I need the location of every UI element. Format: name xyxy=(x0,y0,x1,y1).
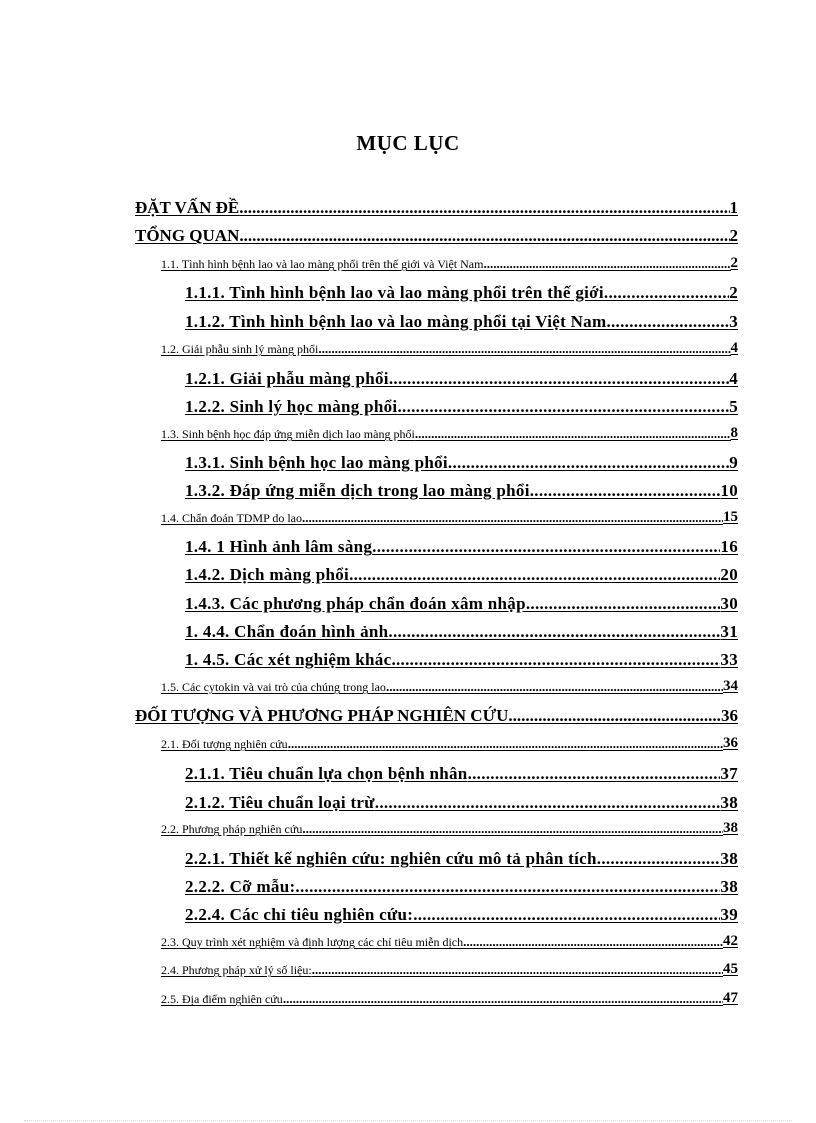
toc-page-number: 38 xyxy=(720,877,738,896)
toc-entry-title: 1.2.1. Giải phẫu màng phổi xyxy=(185,369,389,388)
toc-entry[interactable] xyxy=(185,563,738,585)
toc-entry-title: 2.5. Địa điểm nghiên cứu xyxy=(161,992,283,1006)
toc-entry[interactable] xyxy=(161,933,738,950)
toc-page-number: 20 xyxy=(720,565,738,584)
toc-page-number: 37 xyxy=(720,764,738,783)
toc-dot-leader xyxy=(463,934,723,950)
page-title: MỤC LỤC xyxy=(356,131,460,155)
toc-page-number: 38 xyxy=(723,820,738,836)
toc-entry[interactable] xyxy=(185,620,738,642)
toc-dot-leader xyxy=(526,594,721,614)
toc-dot-leader xyxy=(508,706,721,726)
toc-entry-title: 1.5. Các cytokin và vai trò của chúng trong lao xyxy=(161,680,386,694)
page-bottom-divider xyxy=(24,1120,792,1121)
toc-dot-leader xyxy=(606,312,729,332)
toc-entry-title: 1. 4.4. Chẩn đoán hình ảnh xyxy=(185,622,389,641)
toc-entry[interactable] xyxy=(185,791,738,813)
toc-entry[interactable] xyxy=(161,990,738,1007)
toc-entry[interactable] xyxy=(161,425,738,442)
toc-dot-leader xyxy=(372,537,720,557)
toc-entry-title: 2.1.2. Tiêu chuẩn loại trừ xyxy=(185,793,375,812)
toc-entry[interactable] xyxy=(135,224,738,246)
toc-page-number: 36 xyxy=(721,706,738,725)
toc-page-number: 16 xyxy=(720,537,738,556)
toc-entry[interactable] xyxy=(185,592,738,614)
toc-entry-title: 1.1.2. Tình hình bệnh lao và lao màng phổi tại Việt Nam xyxy=(185,312,607,331)
toc-dot-leader xyxy=(389,369,729,389)
toc-entry[interactable] xyxy=(185,903,738,925)
toc-entry-title: 1.3. Sinh bệnh học đáp ứng miễn dịch lao màng phổi xyxy=(161,427,415,441)
toc-dot-leader xyxy=(386,679,723,695)
toc-dot-leader xyxy=(448,453,729,473)
toc-page-number: 10 xyxy=(720,481,738,500)
toc-dot-leader xyxy=(483,256,730,272)
toc-page-number: 45 xyxy=(723,961,738,977)
toc-page-number: 33 xyxy=(720,650,738,669)
toc-entry-title: 2.2. Phương pháp nghiên cứu xyxy=(161,822,303,836)
toc-dot-leader xyxy=(413,905,720,925)
toc-dot-leader xyxy=(312,962,723,978)
toc-dot-leader xyxy=(283,991,723,1007)
toc-entry[interactable] xyxy=(185,875,738,897)
toc-dot-leader xyxy=(239,198,729,218)
toc-page-number: 34 xyxy=(723,678,738,694)
toc-entry-title: 1. 4.5. Các xét nghiệm khác xyxy=(185,650,392,669)
toc-entry-title: 2.4. Phương pháp xử lý số liệu: xyxy=(161,963,312,977)
toc-entry[interactable] xyxy=(161,735,738,752)
toc-dot-leader xyxy=(415,426,731,442)
toc-entry[interactable] xyxy=(185,281,738,303)
toc-dot-leader xyxy=(397,397,729,417)
toc-dot-leader xyxy=(375,793,721,813)
toc-page-number: 3 xyxy=(729,312,738,331)
toc-entry-title: 2.2.1. Thiết kế nghiên cứu: nghiên cứu mô tả phân tích. xyxy=(185,849,602,868)
toc-dot-leader xyxy=(295,877,720,897)
toc-entry-title: 1.1. Tình hình bệnh lao và lao màng phổi trên thế giới và Việt Nam xyxy=(161,257,484,271)
toc-entry[interactable] xyxy=(161,678,738,695)
toc-entry[interactable] xyxy=(161,255,738,272)
toc-entry-title: 1.2.2. Sinh lý học màng phổi xyxy=(185,397,398,416)
toc-page-number: 4 xyxy=(729,369,738,388)
toc-page-number: 2 xyxy=(730,255,738,271)
toc-entry[interactable] xyxy=(185,847,738,869)
toc-entry-title: 2.2.4. Các chỉ tiêu nghiên cứu: xyxy=(185,905,414,924)
toc-entry-title: 2.2.2. Cỡ mẫu: xyxy=(185,877,296,896)
toc-entry-title: ĐỐI TƯỢNG VÀ PHƯƠNG PHÁP NGHIÊN CỨU xyxy=(135,706,509,725)
toc-dot-leader xyxy=(391,650,720,670)
toc-entry[interactable] xyxy=(135,704,738,726)
toc-entry-title: TỔNG QUAN xyxy=(135,226,240,245)
toc-entry[interactable] xyxy=(185,395,738,417)
toc-page-number: 36 xyxy=(723,735,738,751)
toc-page-number: 38 xyxy=(720,793,738,812)
toc-dot-leader xyxy=(468,764,721,784)
toc-entry-title: 1.4.3. Các phương pháp chẩn đoán xâm nhập xyxy=(185,594,526,613)
toc-page-number: 30 xyxy=(720,594,738,613)
toc-entry[interactable] xyxy=(185,535,738,557)
toc-dot-leader xyxy=(530,481,721,501)
toc-dot-leader xyxy=(302,510,723,526)
toc-entry[interactable] xyxy=(135,196,738,218)
toc-entry-title: 2.3. Quy trình xét nghiệm và định lượng các chỉ tiêu miễn dịch xyxy=(161,935,464,949)
toc-entry-title: 2.1. Đối tượng nghiên cứu xyxy=(161,737,288,751)
toc-dot-leader xyxy=(601,849,720,869)
toc-entry-title: 1.2. Giải phẫu sinh lý màng phổi xyxy=(161,342,319,356)
toc-entry-title: 1.3.2. Đáp ứng miễn dịch trong lao màng phổi xyxy=(185,481,530,500)
toc-page-number: 39 xyxy=(720,905,738,924)
toc-entry-title: 1.3.1. Sinh bệnh học lao màng phổi xyxy=(185,453,448,472)
toc-dot-leader xyxy=(349,565,720,585)
toc-entry[interactable] xyxy=(161,961,738,978)
toc-entry[interactable] xyxy=(161,820,738,837)
toc-dot-leader xyxy=(318,341,730,357)
toc-entry-title: 2.1.1. Tiêu chuẩn lựa chọn bệnh nhân xyxy=(185,764,468,783)
toc-page-number: 15 xyxy=(723,509,738,525)
toc-page-number: 2 xyxy=(729,283,738,302)
toc-page-number: 42 xyxy=(723,933,738,949)
toc-dot-leader xyxy=(388,622,720,642)
toc-entry[interactable] xyxy=(185,310,738,332)
toc-page-number: 5 xyxy=(729,397,738,416)
toc-entry[interactable] xyxy=(185,479,738,501)
toc-page-number: 47 xyxy=(723,990,738,1006)
toc-page-number: 8 xyxy=(730,425,738,441)
toc-entry[interactable] xyxy=(161,509,738,526)
toc-entry[interactable] xyxy=(185,367,738,389)
toc-entry-title: 1.4. 1 Hình ảnh lâm sàng xyxy=(185,537,373,556)
toc-dot-leader xyxy=(239,226,729,246)
toc-dot-leader xyxy=(604,283,729,303)
toc-entry[interactable] xyxy=(161,340,738,357)
toc-page-number: 4 xyxy=(730,340,738,356)
toc-entry[interactable] xyxy=(185,451,738,473)
toc-dot-leader xyxy=(302,821,723,837)
toc-page-number: 31 xyxy=(720,622,738,641)
toc-page-number: 2 xyxy=(729,226,738,245)
toc-entry-title: ĐẶT VẤN ĐỀ xyxy=(135,198,240,217)
toc-page-number: 1 xyxy=(729,198,738,217)
toc-dot-leader xyxy=(288,736,723,752)
toc-entry[interactable] xyxy=(185,762,738,784)
toc-page-number: 38 xyxy=(720,849,738,868)
toc-entry-title: 1.4.2. Dịch màng phổi xyxy=(185,565,350,584)
toc-page-number: 9 xyxy=(729,453,738,472)
toc-entry-title: 1.4. Chẩn đoán TDMP do lao xyxy=(161,511,302,525)
toc-entry-title: 1.1.1. Tình hình bệnh lao và lao màng phổi trên thế giới xyxy=(185,283,604,302)
toc-entry[interactable] xyxy=(185,648,738,670)
